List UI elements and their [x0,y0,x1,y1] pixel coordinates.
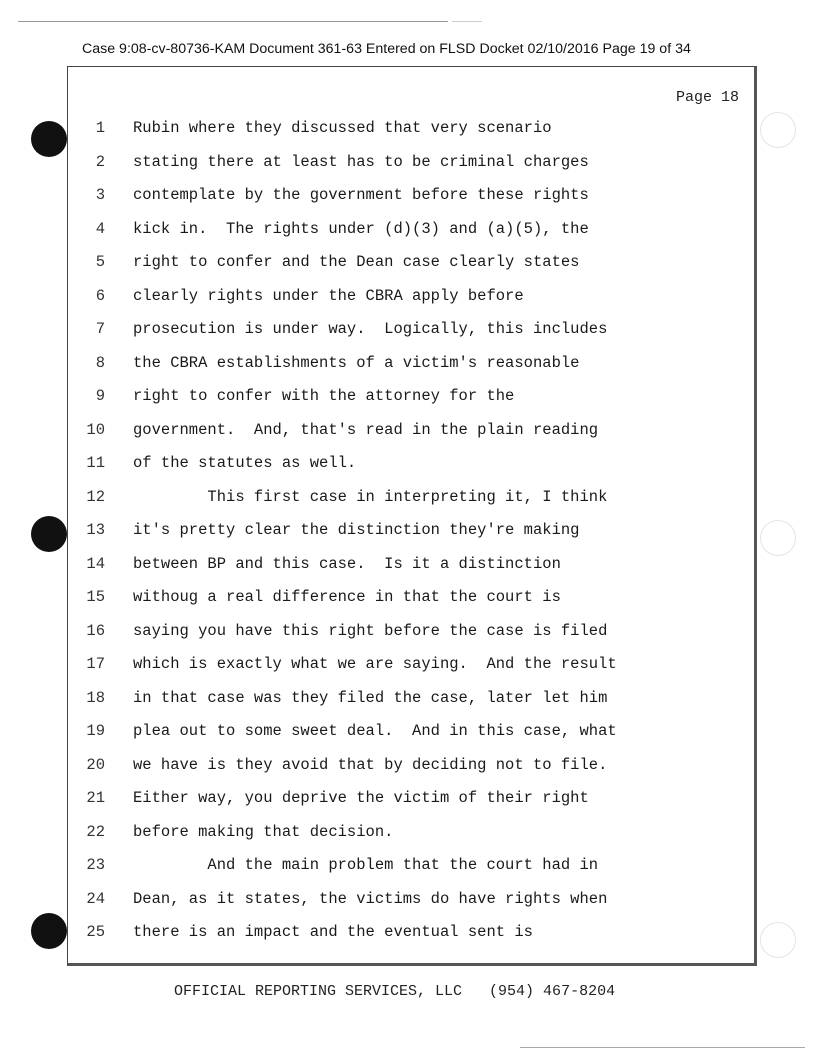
transcript-line [0,889,760,922]
line-text: Rubin where they discussed that very scenario [133,119,552,137]
line-number: 21 [86,789,105,807]
scan-top-rule-fragment [452,21,482,22]
line-text: the CBRA establishments of a victim's reasonable [133,353,580,372]
transcript-line [0,219,760,252]
transcript-line [0,353,760,386]
bleed-through-hole-icon [760,922,796,958]
transcript-line [0,621,760,654]
line-number: 14 [86,554,105,573]
transcript-line [0,822,760,855]
transcript-line [0,453,760,486]
transcript-line [0,855,760,888]
line-number: 19 [86,722,105,740]
transcript-line [0,252,760,285]
scan-top-rule [18,21,448,22]
line-text: we have is they avoid that by deciding not to file. [133,755,608,774]
transcript-line [0,386,760,419]
transcript-line [0,587,760,620]
line-text: stating there at least has to be criminal charges [133,152,589,171]
transcript-line [0,118,760,151]
transcript-line [0,721,760,754]
line-text: right to confer with the attorney for the [133,387,515,405]
line-text: prosecution is under way. Logically, this includes [133,320,608,338]
line-text: government. And, that's read in the plain reading [133,420,599,439]
line-number: 3 [95,186,105,204]
transcript-line [0,688,760,721]
line-number: 23 [86,856,105,874]
line-number: 2 [95,152,105,171]
line-number: 22 [86,822,105,841]
line-number: 12 [86,487,105,506]
transcript-page-number: Page 18 [676,89,740,106]
line-number: 15 [86,588,105,606]
line-text: kick in. The rights under (d)(3) and (a)(5), the [133,219,589,238]
reporter-footer: OFFICIAL REPORTING SERVICES, LLC (954) 467-8204 [174,983,616,1000]
line-number: 25 [86,923,105,941]
line-number: 8 [95,353,105,372]
line-text: contemplate by the government before these rights [133,186,589,204]
line-number: 17 [86,655,105,673]
line-number: 10 [86,420,105,439]
transcript-line [0,755,760,788]
transcript-line [0,319,760,352]
transcript-line [0,554,760,587]
transcript-line [0,152,760,185]
line-number: 5 [95,253,105,271]
line-text: right to confer and the Dean case clearly states [133,253,580,271]
line-number: 11 [86,454,105,472]
scan-bottom-rule [520,1047,805,1048]
line-text: Either way, you deprive the victim of their right [133,789,589,807]
line-text: plea out to some sweet deal. And in this case, what [133,722,617,740]
line-text: in that case was they filed the case, later let him [133,688,608,707]
bleed-through-hole-icon [760,520,796,556]
line-text: there is an impact and the eventual sent is [133,923,533,941]
line-number: 18 [86,688,105,707]
transcript-line [0,420,760,453]
line-text: withoug a real difference in that the court is [133,588,561,606]
transcript-line [0,520,760,553]
line-number: 9 [95,387,105,405]
transcript-line [0,185,760,218]
line-number: 7 [95,320,105,338]
line-text: before making that decision. [133,822,394,841]
line-text: saying you have this right before the case is filed [133,621,608,640]
line-text: which is exactly what we are saying. And the result [133,655,617,673]
line-number: 24 [86,889,105,908]
line-text: between BP and this case. Is it a distinction [133,554,561,573]
line-number: 16 [86,621,105,640]
transcript-line [0,788,760,821]
line-number: 20 [86,755,105,774]
court-filing-header: Case 9:08-cv-80736-KAM Document 361-63 Entered on FLSD Docket 02/10/2016 Page 19 of 34 [82,41,691,57]
transcript-line [0,654,760,687]
line-text: it's pretty clear the distinction they're making [133,521,580,539]
bleed-through-hole-icon [760,112,796,148]
line-text: of the statutes as well. [133,454,357,472]
line-number: 6 [95,286,105,305]
line-number: 4 [95,219,105,238]
line-text: And the main problem that the court had in [133,856,599,874]
line-text: clearly rights under the CBRA apply before [133,286,524,305]
line-text: This first case in interpreting it, I think [133,487,608,506]
transcript-line [0,286,760,319]
transcript-line [0,922,760,955]
line-text: Dean, as it states, the victims do have rights when [133,889,608,908]
line-number: 1 [95,119,105,137]
line-number: 13 [86,521,105,539]
transcript-line [0,487,760,520]
